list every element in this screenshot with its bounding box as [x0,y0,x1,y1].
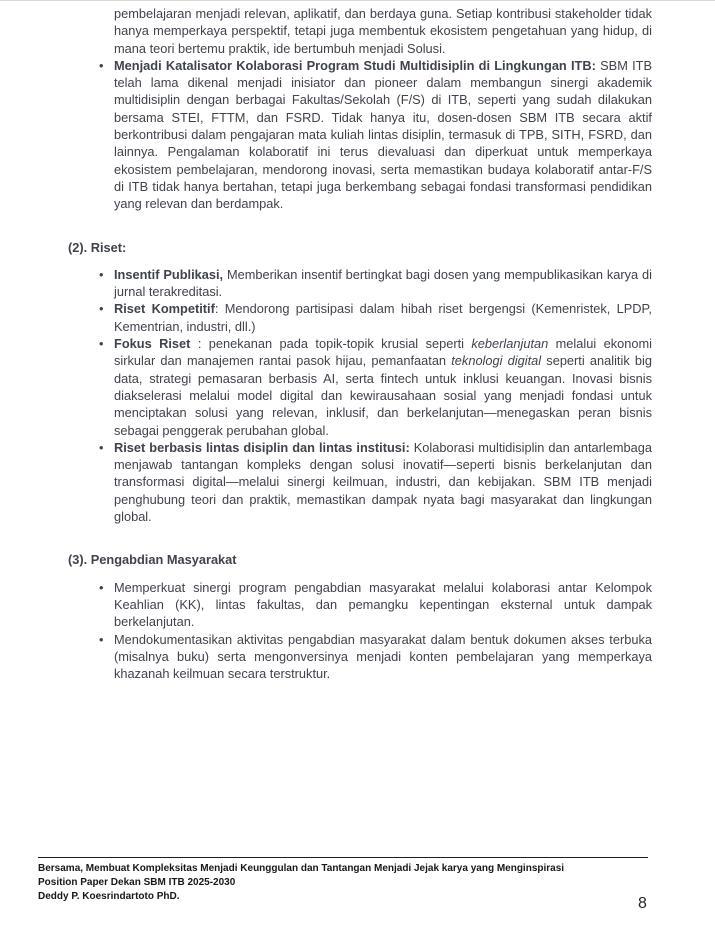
bullet-marker: • [99,57,104,73]
bullet-fokus-body-2: melalui ekonomi sirkular dan manajemen rantai pasok hijau, pemanfaatan [114,336,652,369]
intro-paragraph-text: pembelajaran menjadi relevan, aplikatif, dan berdaya guna. Setiap kontribusi stakeholder tidak hanya memperkaya perspektif, tetapi juga membentuk ekosistem pengetahuan yang hidup, di mana teori bertemu praktik, ide bertumbuh menjadi Solusi. [114,6,652,56]
bullet-item-riset-kompetitif [99,300,652,335]
bullet-mendokumentasikan-body: Mendokumentasikan aktivitas pengabdian masyarakat dalam bentuk dokumen akses terbuka (misalnya buku) serta mengonversinya menjadi konten pembelajaran yang memperkaya khazanah keilmuan secara terstruktur. [114,631,652,682]
bullet-fokus-italic-teknologi-digital: teknologi digital [451,353,542,369]
bullet-marker: • [99,439,104,455]
bullet-marker: • [99,266,104,282]
bullet-item-insentif-publikasi [99,266,653,301]
bullet-kompetitif-body: : Mendorong partisipasi dalam hibah riset bergengsi (Kemenristek, LPDP, Kementrian, industri, dll.) [114,301,652,334]
page-number: 8 [638,895,647,912]
bullet-fokus-bold-lead: Fokus Riset [114,336,191,352]
intro-paragraph [114,5,652,57]
bullet-item-riset-lintas [99,439,653,525]
bullet-item-mendokumentasikan [99,631,652,683]
bullet-lintas-body: Kolaborasi multidisiplin dan antarlembaga menjawab tantangan kompleks dengan solusi inovatif—seperti bisnis berkelanjutan dan transformasi digital—melalui sinergi keilmuan, industri, dan kebijakan. SBM ITB menjadi penghubung teori dan praktik, memastikan dampak nyata bagi masyarakat dan lingkungan global. [114,439,653,525]
bullet-lintas-bold-lead: Riset berbasis lintas disiplin dan lintas institusi: [114,439,410,455]
bullet-fokus-italic-keberlanjutan: keberlanjutan [471,336,549,352]
bullet-marker: • [99,301,104,317]
body-text-column [68,5,653,682]
bullet-kompetitif-bold-lead: Riset Kompetitif [114,301,215,317]
bullet-memperkuat-body: Memperkuat sinergi program pengabdian masyarakat melalui kolaborasi antar Kelompok Keahlian (KK), lintas fakultas, dan pemangku kepentingan eksternal untuk dampak berkelanjutan. [114,579,652,630]
bullet-marker: • [99,336,104,352]
section-heading-riset: (2). Riset: [68,239,127,255]
footer-document-title: Position Paper Dekan SBM ITB 2025-2030 [38,877,236,888]
bullet-marker: • [99,579,104,595]
bullet-katalisator-body: SBM ITB telah lama dikenal menjadi inisiator dan pioneer dalam membangun sinergi akademik multidisiplin dengan berbagai Fakultas/Sekolah (F/S) di ITB, seperti yang sudah dilakukan bersama STEI, FTTM, dan FSRD. Tidak hanya itu, dosen-dosen SBM ITB secara aktif berkontribusi dalam pengajaran mata kuliah lintas disiplin, termasuk di TPB, SITH, FSRD, dan lainnya. Pengalaman kolaboratif ini terus dievaluasi dan diperkuat untuk memperkaya ekosistem pembelajaran, mendorong inovasi, serta memastikan budaya kolaboratif antar-F/S di ITB tidak hanya bertahan, tetapi juga berkembang sebagai fondasi transformasi pendidikan yang relevan dan berdampak. [114,57,653,212]
bullet-item-fokus-riset [99,335,652,439]
bullet-item-memperkuat-sinergi [99,579,652,631]
section-heading-pengabdian: (3). Pengabdian Masyarakat [68,552,237,568]
bullet-item-katalisator [99,57,653,213]
bullet-insentif-bold-lead: Insentif Publikasi, [114,266,224,282]
bullet-marker: • [99,631,104,647]
page-footer [38,862,648,904]
bullet-fokus-body-1: : penekanan pada topik-topik krusial seperti [190,336,472,352]
bullet-fokus-body-3: seperti analitik big data, strategi pemasaran berbasis AI, serta fintech untuk inklusi keuangan. Inovasi bisnis diakselerasi melalui model digital dan kewirausahaan sosial yang menjadi fondasi untuk menciptakan solusi yang relevan, inklusif, dan berkelanjutan—menegaskan peran bisnis sebagai penggerak perubahan global. [114,353,652,438]
page-top-edge [0,0,715,1]
footer-tagline: Bersama, Membuat Kompleksitas Menjadi Keunggulan dan Tantangan Menjadi Jejak karya yang Menginspirasi [38,863,565,874]
bullet-insentif-body: Memberikan insentif bertingkat bagi dosen yang mempublikasikan karya di jurnal terakreditasi. [114,266,653,300]
footer-divider-rule [38,857,648,858]
bullet-katalisator-bold-lead: Menjadi Katalisator Kolaborasi Program Studi Multidisiplin di Lingkungan ITB: [114,57,596,73]
footer-author: Deddy P. Koesrindartoto PhD. [38,891,180,902]
